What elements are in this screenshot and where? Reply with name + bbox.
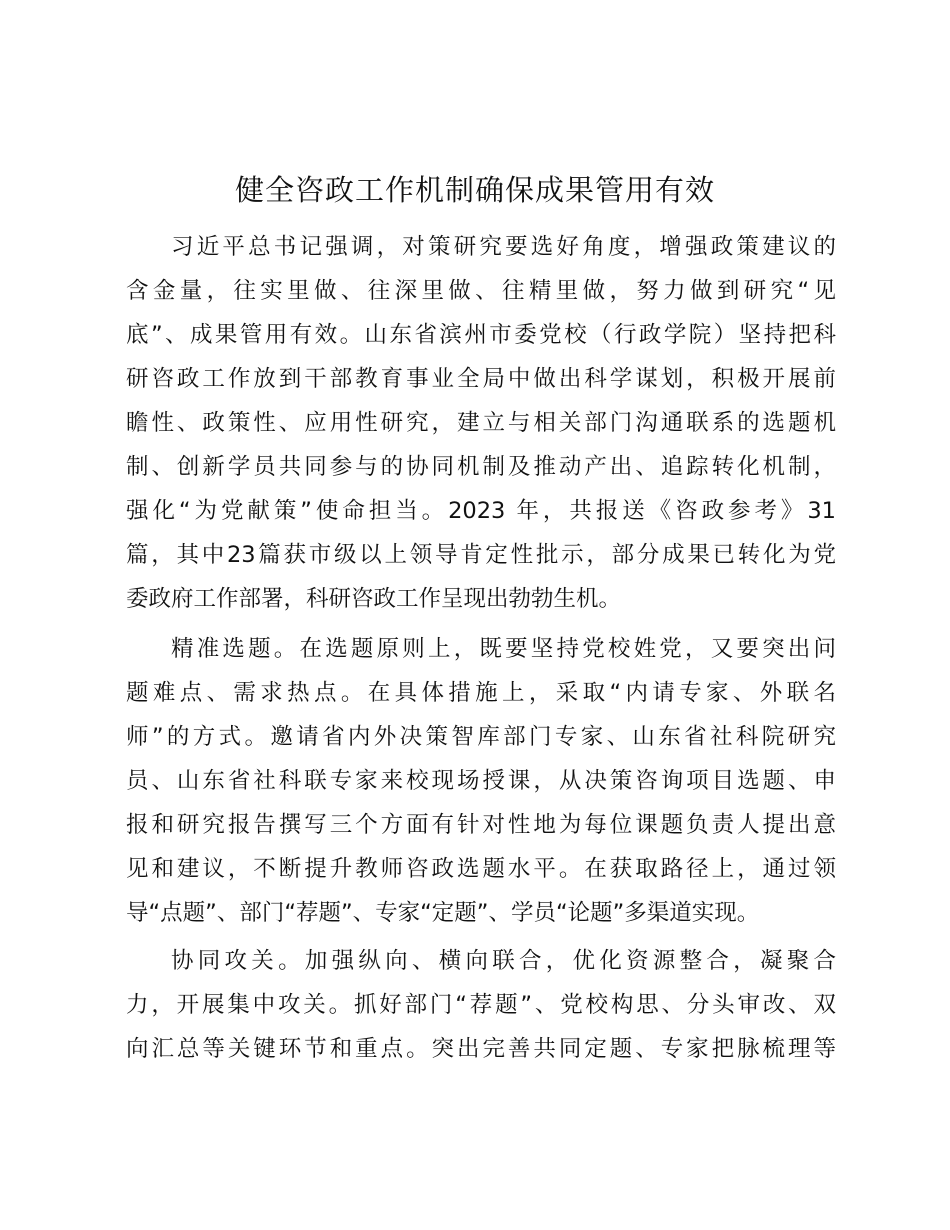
paragraph-line: 报和研究报告撰写三个方面有针对性地为每位课题负责人提出意 [126,812,836,838]
paragraph-line: 委政府工作部署，科研咨政工作呈现出勃勃生机。 [126,586,622,612]
paragraph-line: 底”、成果管用有效。山东省滨州市委党校（行政学院）坚持把科 [126,322,836,348]
paragraph-line: 强化“为党献策”使命担当。2023 年，共报送《咨政参考》31 [126,498,836,524]
paragraph-line: 协同攻关。加强纵向、横向联合，优化资源整合，凝聚合 [171,948,836,974]
paragraph-line: 向汇总等关键环节和重点。突出完善共同定题、专家把脉梳理等 [126,1036,836,1062]
paragraph-line: 研咨政工作放到干部教育事业全局中做出科学谋划，积极开展前 [126,366,836,392]
paragraph-line: 瞻性、政策性、应用性研究，建立与相关部门沟通联系的选题机 [126,410,836,436]
paragraph-line: 力，开展集中攻关。抓好部门“荐题”、党校构思、分头审改、双 [126,992,836,1018]
paragraph-line: 篇，其中23篇获市级以上领导肯定性批示，部分成果已转化为党 [126,542,836,568]
paragraph-line: 见和建议，不断提升教师咨政选题水平。在获取路径上，通过领 [126,856,836,882]
document-title: 健全咨政工作机制确保成果管用有效 [234,173,715,207]
paragraph-collaborative-research [126,939,836,1071]
paragraph-line: 习近平总书记强调，对策研究要选好角度，增强政策建议的 [171,234,836,260]
paragraph-precise-topic-selection [126,627,836,935]
paragraph-line: 精准选题。在选题原则上，既要坚持党校姓党，又要突出问 [171,636,836,662]
paragraph-line: 师”的方式。邀请省内外决策智库部门专家、山东省社科院研究 [126,724,836,750]
paragraph-line: 员、山东省社科联专家来校现场授课，从决策咨询项目选题、申 [126,768,836,794]
paragraph-line: 题难点、需求热点。在具体措施上，采取“内请专家、外联名 [126,680,836,706]
paragraph-line: 含金量，往实里做、往深里做、往精里做，努力做到研究“见 [126,278,836,304]
paragraph-line: 制、创新学员共同参与的协同机制及推动产出、追踪转化机制， [126,454,836,480]
paragraph-line: 导“点题”、部门“荐题”、专家“定题”、学员“论题”多渠道实现。 [126,900,760,926]
paragraph-intro [126,225,836,621]
